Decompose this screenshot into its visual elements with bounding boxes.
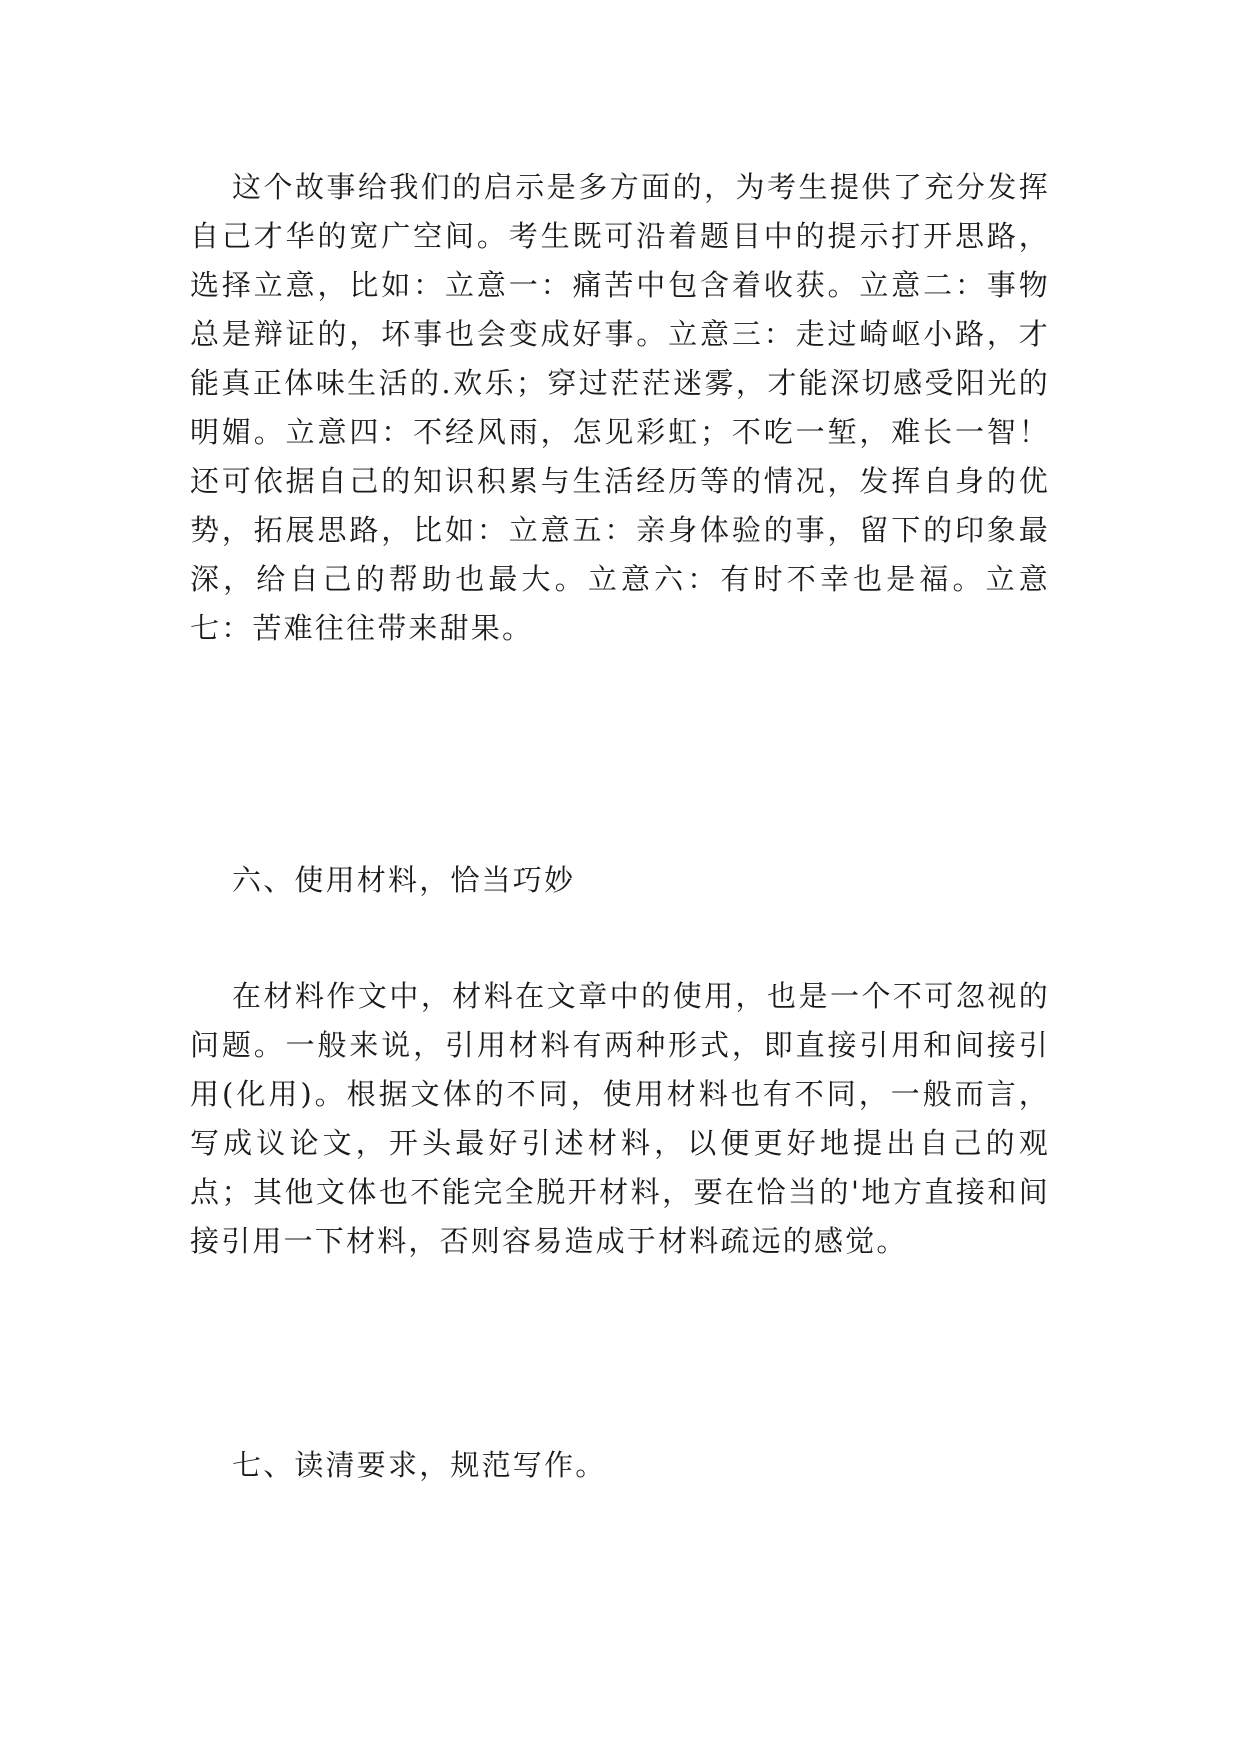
- body-paragraph: 这个故事给我们的启示是多方面的，为考生提供了充分发挥自己才华的宽广空间。考生既可沿着题目中的提示打开思路，选择立意，比如：立意一：痛苦中包含着收获。立意二：事物总是辩证的，坏事也会变成好事。立意三：走过崎岖小路，才能真正体味生活的.欢乐；穿过茫茫迷雾，才能深切感受阳光的明媚。立意四：不经风雨，怎见彩虹；不吃一堑，难长一智！还可依据自己的知识积累与生活经历等的情况，发挥自身的优势，拓展思路，比如：立意五：亲身体验的事，留下的印象最深，给自己的帮助也最大。立意六：有时不幸也是福。立意七：苦难往往带来甜果。: [190, 170, 1050, 645]
- body-paragraph: 在材料作文中，材料在文章中的使用，也是一个不可忽视的问题。一般来说，引用材料有两种形式，即直接引用和间接引用(化用)。根据文体的不同，使用材料也有不同，一般而言，写成议论文，开头最好引述材料，以便更好地提出自己的观点；其他文体也不能完全脱开材料，要在恰当的'地方直接和间接引用一下材料，否则容易造成于材料疏远的感觉。: [190, 979, 1050, 1258]
- section-heading: 六、使用材料，恰当巧妙: [232, 863, 576, 897]
- section-heading: 七、读清要求，规范写作。: [232, 1448, 607, 1482]
